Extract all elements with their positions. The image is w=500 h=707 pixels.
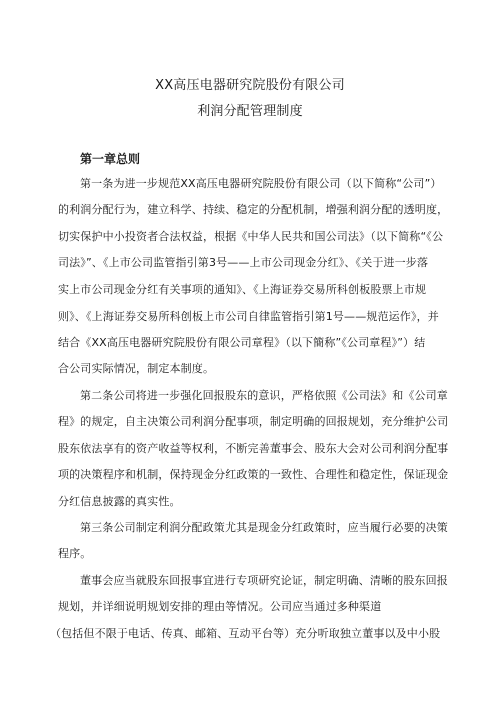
text-line: （包括但不限于电话、传真、邮箱、互动平台等）充分听取独立董事以及中小股 — [50, 627, 441, 640]
text-line: 切实保护中小投资者合法权益，根据《中华人民共和国公司法》（以下简称“《公 — [58, 230, 444, 243]
text-line: 股东依法享有的资产收益等权利，不断完善董事会、股东大会对公司利润分配事 — [58, 442, 449, 455]
text-line: 分红信息披露的真实性。 — [58, 495, 181, 508]
text-line: 规划，并详细说明规划安排的理由等情况。公司应当通过多种渠道 — [58, 600, 382, 613]
text-line: 司法》”、《上市公司监管指引第3号——上市公司现金分红》、《关于进一步落 — [58, 256, 429, 269]
text-line: 合公司实际情况，制定本制度。 — [58, 362, 215, 375]
text-line: 实上市公司现金分红有关事项的通知》、《上海证券交易所科创板股票上市规 — [58, 283, 427, 296]
text-line: 项的决策程序和机制，保持现金分红政策的一致性、合理性和稳定性，保证现金 — [58, 468, 449, 481]
text-line: 程序。 — [58, 547, 92, 560]
text-line: 第三条公司制定利润分配政策尤其是现金分红政策时，应当履行必要的决策 — [80, 521, 448, 534]
text-line: 第一条为进一步规范XX高压电器研究院股份有限公司（以下简称“公司”） — [80, 177, 442, 190]
text-line: 程》的规定，自主决策公司利润分配事项，制定明确的回报规划，充分维护公司 — [58, 415, 449, 428]
document-title-policy: 利润分配管理制度 — [197, 104, 303, 119]
text-line: 的利润分配行为，建立科学、持续、稳定的分配机制，增强利润分配的透明度， — [58, 203, 449, 216]
text-line: 结合《XX高压电器研究院股份有限公司章程》（以下簡称”《公司章程》”）结 — [58, 336, 426, 349]
text-line: 第二条公司将进一步强化回报股东的意识，严格依照《公司法》和《公司章 — [80, 389, 448, 402]
document-title-company: XX高压电器研究院股份有限公司 — [155, 78, 345, 93]
text-line: 董事会应当就股东回报事宜进行专项研究论证，制定明确、清晰的股东回报 — [80, 574, 448, 587]
chapter-heading: 第一章总则 — [80, 152, 141, 166]
text-line: 则》、《上海证券交易所科创板上市公司自律监管指引第1号——规范运作》，并 — [58, 310, 439, 323]
